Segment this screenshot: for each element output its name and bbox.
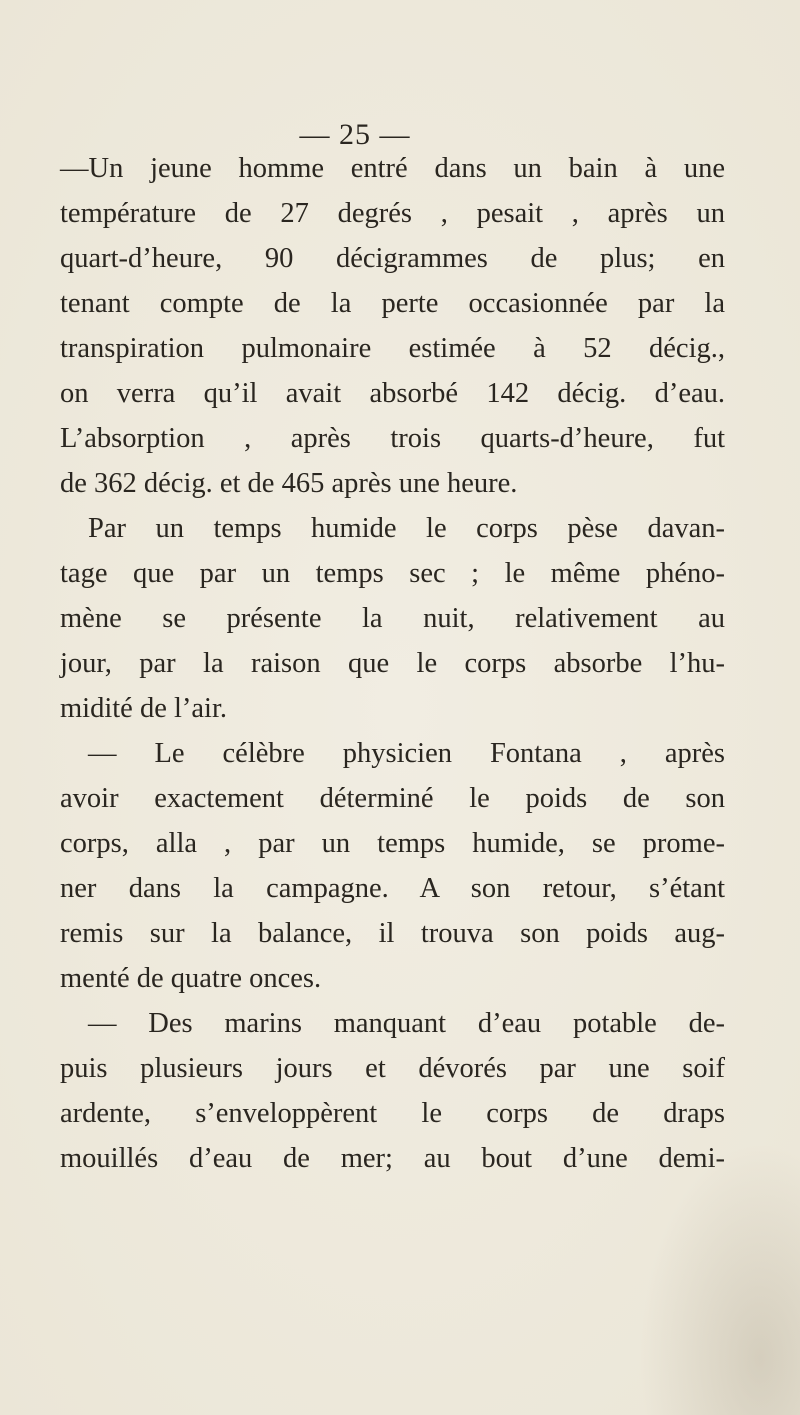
text-line: jour, par la raison que le corps absorbe l’hu- [60,648,725,679]
text-line: tenant compte de la perte occasionnée par la [60,288,725,319]
text-line: de 362 décig. et de 465 après une heure. [60,468,518,499]
text-line: midité de l’air. [60,693,227,724]
page-number: — 25 — [299,118,411,151]
text-line: tage que par un temps sec ; le même phéno- [60,558,725,589]
text-line: mouillés d’eau de mer; au bout d’une demi- [60,1143,725,1174]
body-text [60,146,725,1181]
text-line: transpiration pulmonaire estimée à 52 décig., [60,333,725,364]
text-line: corps, alla , par un temps humide, se prome- [60,828,725,859]
text-line: — Le célèbre physicien Fontana , après [88,738,725,769]
text-line: L’absorption , après trois quarts-d’heure, fut [60,423,725,454]
text-line: ner dans la campagne. A son retour, s’étant [60,873,725,904]
text-line: température de 27 degrés , pesait , après un [60,198,725,229]
text-line: menté de quatre onces. [60,963,322,994]
text-line: ardente, s’enveloppèrent le corps de draps [60,1098,725,1129]
text-line: puis plusieurs jours et dévorés par une soif [60,1053,725,1084]
text-line: remis sur la balance, il trouva son poids aug- [60,918,725,949]
text-line: on verra qu’il avait absorbé 142 décig. d’eau. [60,378,725,409]
text-line: —Un jeune homme entré dans un bain à une [60,153,725,184]
text-line: — Des marins manquant d’eau potable de- [88,1008,725,1039]
text-line: mène se présente la nuit, relativement au [60,603,725,634]
text-line: avoir exactement déterminé le poids de son [60,783,725,814]
text-line: quart-d’heure, 90 décigrammes de plus; en [60,243,725,274]
text-line: Par un temps humide le corps pèse davan- [88,513,725,544]
